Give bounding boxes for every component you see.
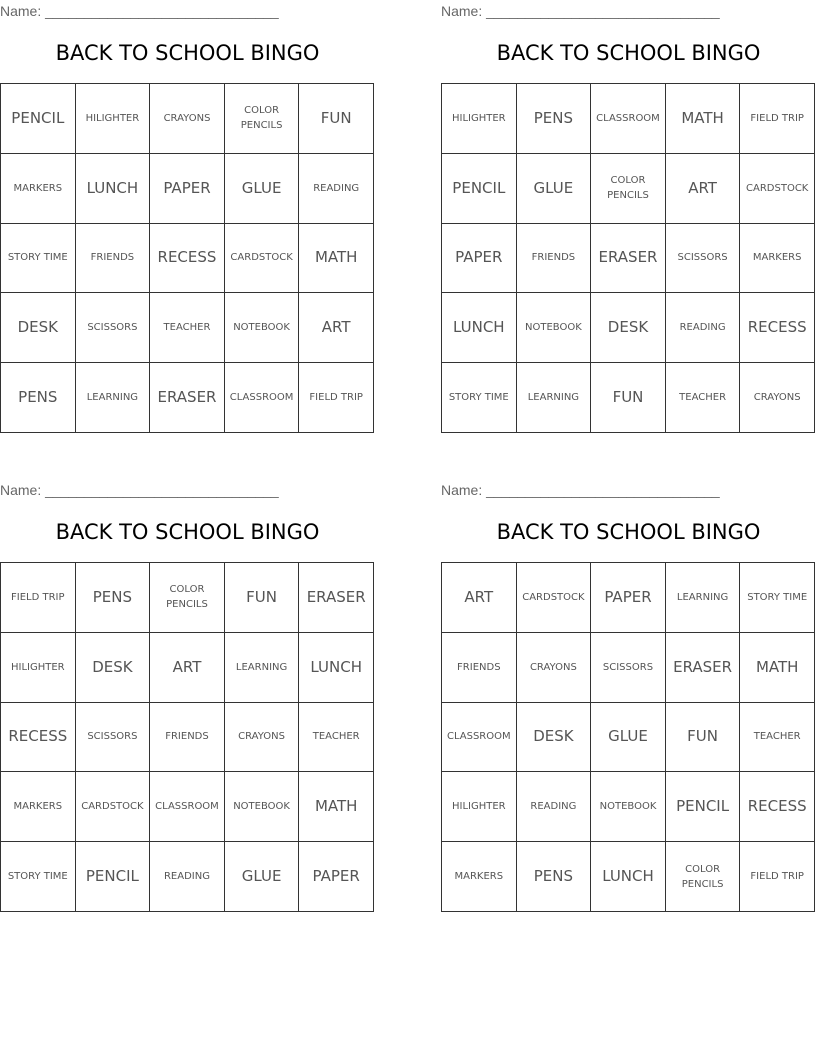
bingo-cell: CARDSTOCK <box>517 563 592 633</box>
bingo-cell: LEARNING <box>666 563 741 633</box>
name-line: Name: ______________________________ <box>0 482 279 498</box>
bingo-cell: LEARNING <box>76 363 151 433</box>
bingo-grid <box>0 562 374 912</box>
bingo-cell: PENCIL <box>666 772 741 842</box>
bingo-cell: PENCIL <box>76 842 151 912</box>
bingo-cell: MATH <box>666 84 741 154</box>
bingo-cell: ART <box>442 563 517 633</box>
bingo-cell: NOTEBOOK <box>225 293 300 363</box>
bingo-cell: FRIENDS <box>76 224 151 294</box>
bingo-cell: READING <box>517 772 592 842</box>
bingo-cell: READING <box>299 154 374 224</box>
bingo-cell: TEACHER <box>299 703 374 773</box>
bingo-cell: ERASER <box>666 633 741 703</box>
card-title: BACK TO SCHOOL BINGO <box>496 41 761 65</box>
bingo-card-2 <box>441 0 816 440</box>
bingo-cell: PENS <box>517 84 592 154</box>
bingo-cell: COLOR PENCILS <box>225 84 300 154</box>
bingo-cell: FUN <box>591 363 666 433</box>
bingo-grid <box>441 562 815 912</box>
bingo-cell: ART <box>299 293 374 363</box>
bingo-cell: MARKERS <box>1 154 76 224</box>
bingo-cell: READING <box>150 842 225 912</box>
bingo-cell: COLOR PENCILS <box>150 563 225 633</box>
bingo-cell: PENS <box>517 842 592 912</box>
bingo-cell: PAPER <box>150 154 225 224</box>
bingo-cell: RECESS <box>740 293 815 363</box>
bingo-cell: HILIGHTER <box>442 84 517 154</box>
bingo-card-3 <box>0 479 375 919</box>
bingo-cell: STORY TIME <box>1 224 76 294</box>
bingo-cell: RECESS <box>150 224 225 294</box>
bingo-cell: LUNCH <box>591 842 666 912</box>
name-line: Name: ______________________________ <box>441 482 720 498</box>
bingo-cell: CLASSROOM <box>591 84 666 154</box>
bingo-cell: TEACHER <box>150 293 225 363</box>
bingo-cell: FIELD TRIP <box>299 363 374 433</box>
card-title: BACK TO SCHOOL BINGO <box>55 41 320 65</box>
bingo-grid <box>0 83 374 433</box>
bingo-cell: STORY TIME <box>740 563 815 633</box>
bingo-cell: DESK <box>591 293 666 363</box>
bingo-cell: CRAYONS <box>740 363 815 433</box>
bingo-card-4 <box>441 479 816 919</box>
bingo-cell: PENCIL <box>442 154 517 224</box>
bingo-cell: PAPER <box>591 563 666 633</box>
bingo-cell: MATH <box>299 772 374 842</box>
bingo-cell: TEACHER <box>740 703 815 773</box>
bingo-cell: ERASER <box>150 363 225 433</box>
bingo-cell: COLOR PENCILS <box>591 154 666 224</box>
bingo-cell: CLASSROOM <box>442 703 517 773</box>
card-title: BACK TO SCHOOL BINGO <box>496 520 761 544</box>
bingo-cell: CLASSROOM <box>225 363 300 433</box>
card-title: BACK TO SCHOOL BINGO <box>55 520 320 544</box>
bingo-cell: RECESS <box>740 772 815 842</box>
name-line: Name: ______________________________ <box>441 3 720 19</box>
bingo-cell: ART <box>150 633 225 703</box>
bingo-cell: HILIGHTER <box>1 633 76 703</box>
bingo-cell: NOTEBOOK <box>225 772 300 842</box>
bingo-cell: COLOR PENCILS <box>666 842 741 912</box>
bingo-cell: GLUE <box>591 703 666 773</box>
bingo-cell: FUN <box>666 703 741 773</box>
bingo-cell: PAPER <box>442 224 517 294</box>
bingo-cell: MARKERS <box>442 842 517 912</box>
bingo-cell: DESK <box>1 293 76 363</box>
bingo-card-1 <box>0 0 375 440</box>
bingo-cell: LUNCH <box>442 293 517 363</box>
bingo-cell: FUN <box>299 84 374 154</box>
bingo-cell: CRAYONS <box>517 633 592 703</box>
bingo-cell: LEARNING <box>517 363 592 433</box>
bingo-cell: STORY TIME <box>442 363 517 433</box>
bingo-cell: TEACHER <box>666 363 741 433</box>
bingo-cell: FRIENDS <box>150 703 225 773</box>
bingo-cell: ART <box>666 154 741 224</box>
bingo-cell: NOTEBOOK <box>591 772 666 842</box>
bingo-cell: MATH <box>740 633 815 703</box>
bingo-cell: STORY TIME <box>1 842 76 912</box>
bingo-cell: PENCIL <box>1 84 76 154</box>
bingo-cell: FRIENDS <box>442 633 517 703</box>
bingo-cell: CARDSTOCK <box>225 224 300 294</box>
bingo-cell: PENS <box>1 363 76 433</box>
bingo-cell: RECESS <box>1 703 76 773</box>
bingo-cell: GLUE <box>225 154 300 224</box>
bingo-cell: HILIGHTER <box>76 84 151 154</box>
bingo-cell: SCISSORS <box>666 224 741 294</box>
bingo-cell: FRIENDS <box>517 224 592 294</box>
bingo-cell: ERASER <box>591 224 666 294</box>
bingo-cell: HILIGHTER <box>442 772 517 842</box>
bingo-cell: FIELD TRIP <box>1 563 76 633</box>
bingo-cell: NOTEBOOK <box>517 293 592 363</box>
bingo-cell: FIELD TRIP <box>740 842 815 912</box>
bingo-cell: MARKERS <box>740 224 815 294</box>
bingo-cell: CRAYONS <box>150 84 225 154</box>
bingo-cell: GLUE <box>225 842 300 912</box>
bingo-cell: LUNCH <box>299 633 374 703</box>
bingo-cell: LUNCH <box>76 154 151 224</box>
bingo-cell: LEARNING <box>225 633 300 703</box>
bingo-cell: DESK <box>517 703 592 773</box>
bingo-cell: DESK <box>76 633 151 703</box>
bingo-cell: PAPER <box>299 842 374 912</box>
name-line: Name: ______________________________ <box>0 3 279 19</box>
bingo-cell: PENS <box>76 563 151 633</box>
bingo-grid <box>441 83 815 433</box>
bingo-cell: FUN <box>225 563 300 633</box>
bingo-cell: CARDSTOCK <box>76 772 151 842</box>
bingo-cell: MARKERS <box>1 772 76 842</box>
bingo-cell: ERASER <box>299 563 374 633</box>
bingo-cell: CRAYONS <box>225 703 300 773</box>
bingo-cell: CARDSTOCK <box>740 154 815 224</box>
bingo-cell: MATH <box>299 224 374 294</box>
bingo-cell: SCISSORS <box>591 633 666 703</box>
bingo-cell: READING <box>666 293 741 363</box>
bingo-cell: GLUE <box>517 154 592 224</box>
bingo-cell: FIELD TRIP <box>740 84 815 154</box>
bingo-cell: SCISSORS <box>76 293 151 363</box>
bingo-cell: CLASSROOM <box>150 772 225 842</box>
bingo-cell: SCISSORS <box>76 703 151 773</box>
